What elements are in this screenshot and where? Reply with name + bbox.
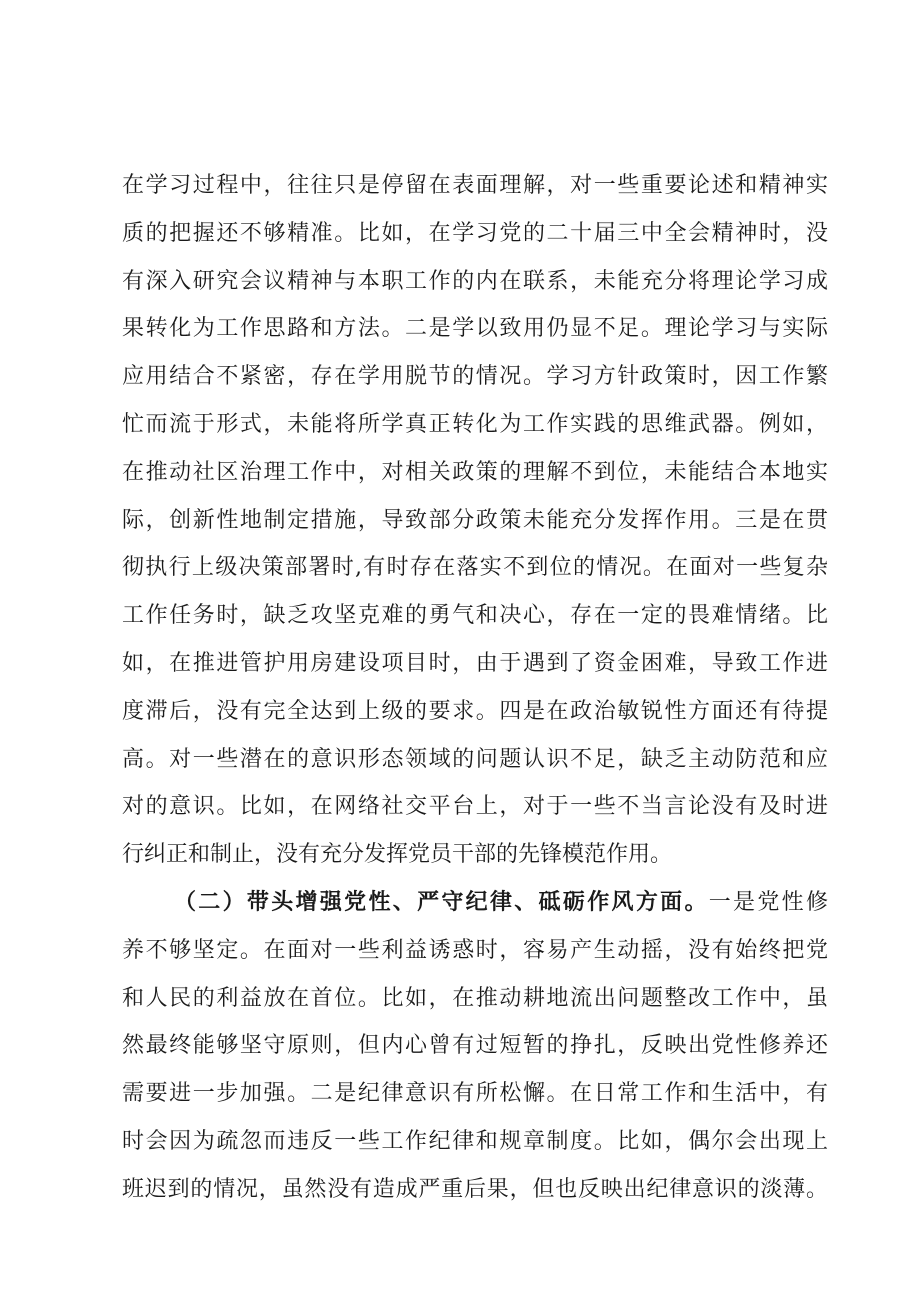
text-line: 忙而流于形式，未能将所学真正转化为工作实践的思维武器。例如， xyxy=(122,411,828,437)
text-line: 行纠正和制止，没有充分发挥党员干部的先锋模范作用。 xyxy=(122,842,673,868)
section-heading-continuation: 一是党性修 xyxy=(708,889,828,915)
text-line: 如，在推进管护用房建设项目时，由于遇到了资金困难，导致工作进 xyxy=(122,650,828,676)
text-line: 度滞后，没有完全达到上级的要求。四是在政治敏锐性方面还有待提 xyxy=(122,698,828,724)
text-line: 班迟到的情况，虽然没有造成严重后果，但也反映出纪律意识的淡薄。 xyxy=(122,1176,828,1202)
text-line: 彻执行上级决策部署时,有时存在落实不到位的情况。在面对一些复杂 xyxy=(122,555,828,581)
text-line: 在推动社区治理工作中，对相关政策的理解不到位，未能结合本地实 xyxy=(122,459,828,485)
text-line: 有深入研究会议精神与本职工作的内在联系，未能充分将理论学习成 xyxy=(122,268,828,294)
text-line: 应用结合不紧密，存在学用脱节的情况。学习方针政策时，因工作繁 xyxy=(122,364,828,390)
paragraph-1 xyxy=(122,162,828,879)
text-line: 和人民的利益放在首位。比如，在推动耕地流出问题整改工作中，虽 xyxy=(122,985,828,1011)
text-line: 时会因为疏忽而违反一些工作纪律和规章制度。比如，偶尔会出现上 xyxy=(122,1128,828,1154)
document-body xyxy=(122,162,828,1214)
text-line: 然最终能够坚守原则，但内心曾有过短暂的挣扎，反映出党性修养还 xyxy=(122,1033,828,1059)
paragraph-2 xyxy=(122,879,828,1214)
text-line: 在学习过程中，往往只是停留在表面理解，对一些重要论述和精神实 xyxy=(122,173,828,198)
text-line: 际，创新性地制定措施，导致部分政策未能充分发挥作用。三是在贯 xyxy=(122,507,828,533)
text-line: 工作任务时，缺乏攻坚克难的勇气和决心，存在一定的畏难情绪。比 xyxy=(122,603,828,629)
text-line: 对的意识。比如，在网络社交平台上，对于一些不当言论没有及时进 xyxy=(122,794,828,820)
section-heading: （二）带头增强党性、严守纪律、砥砺作风方面。 xyxy=(174,888,709,915)
section-heading-line xyxy=(122,879,828,927)
text-line: 需要进一步加强。二是纪律意识有所松懈。在日常工作和生活中，有 xyxy=(122,1081,828,1107)
text-line: 高。对一些潜在的意识形态领域的问题认识不足，缺乏主动防范和应 xyxy=(122,746,828,772)
text-line: 养不够坚定。在面对一些利益诱惑时，容易产生动摇，没有始终把党 xyxy=(122,937,828,963)
text-line: 果转化为工作思路和方法。二是学以致用仍显不足。理论学习与实际 xyxy=(122,316,828,342)
text-line: 质的把握还不够精准。比如，在学习党的二十届三中全会精神时，没 xyxy=(122,220,828,246)
